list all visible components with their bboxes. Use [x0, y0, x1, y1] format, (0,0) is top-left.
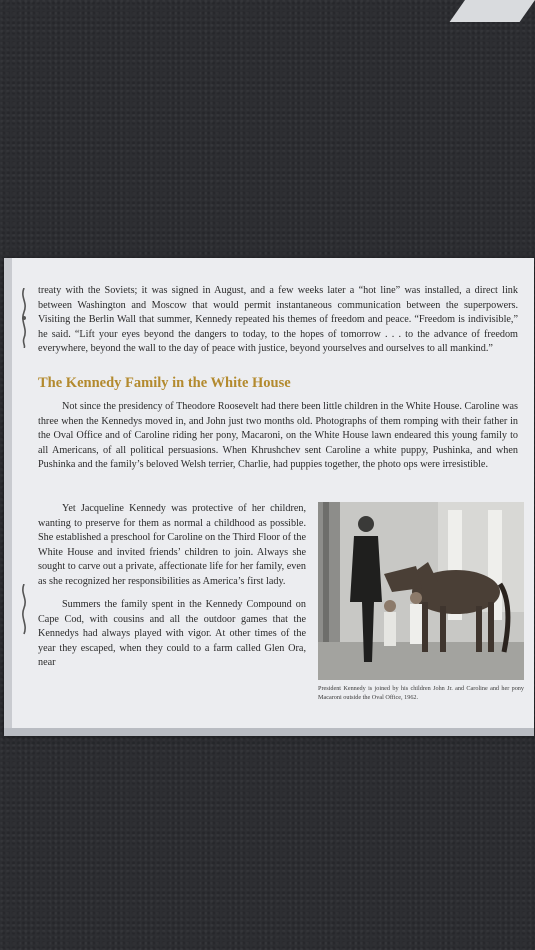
kennedy-family-photo [318, 502, 524, 680]
paragraph-summers: Summers the family spent in the Kennedy Compound on Cape Cod, with cousins and all the outdoor games that the Kennedys had always played with vigor. At other times of the year they escaped, when they could to a farm called Glen Ora, near [38, 599, 306, 668]
background-corner [450, 0, 535, 22]
fleur-ornament-icon [18, 288, 30, 348]
fleur-ornament-icon-lower [18, 584, 30, 644]
section-heading: The Kennedy Family in the White House [38, 375, 291, 391]
photo-caption: President Kennedy is joined by his children John Jr. and Caroline and her pony Macaroni outside the Oval Office, 1962. [318, 685, 524, 701]
book-page [4, 258, 534, 734]
left-column [38, 502, 306, 680]
intro-paragraph: treaty with the Soviets; it was signed in August, and a few weeks later a “hot line” was installed, a direct link between Washington and Moscow that would permit instantaneous communication between the superpowers. Visiting the Berlin Wall that summer, Kennedy repeated his themes of freedom and peace. “Freedom is indivisible,” he said. “Lift your eyes beyond the dangers to today, to the hopes of tomorrow . . . to the advance of freedom everywhere, beyond the wall to the day of peace with justice, beyond yourselves and ourselves to all mankind.” [38, 285, 518, 354]
paragraph-protective: Yet Jacqueline Kennedy was protective of her children, wanting to preserve for them as normal a childhood as possible. She established a preschool for Caroline on the Third Floor of the White House and invited friends’ children to join. Always she sought to carve out a private, affectionate life for her family, even as she recognized her responsibilities as America’s first lady. [38, 503, 306, 587]
paragraph-roosevelt: Not since the presidency of Theodore Roosevelt had there been little children in the White House. Caroline was three when the Kennedys moved in, and John just two months old. Photographs of them romping with their father in the Oval Office and of Caroline riding her pony, Macaroni, on the White House lawn endeared this young family to all Americans, of all political persuasions. When Khrushchev sent Caroline a white puppy, Pushinka, and when Pushinka and the family’s beloved Welsh terrier, Charlie, had puppies together, the photo ops were irresistible. [38, 401, 518, 470]
photo-illustration [318, 502, 524, 680]
page-edge [4, 728, 534, 736]
